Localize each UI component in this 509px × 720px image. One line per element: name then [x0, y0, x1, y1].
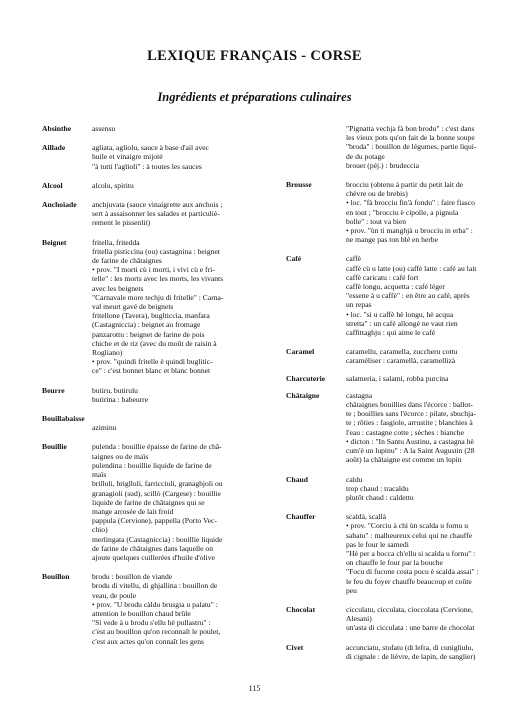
lexicon-entry: [42, 124, 264, 133]
definition-line: de du potage: [346, 151, 385, 161]
lexicon-entry: [286, 347, 481, 365]
definition-line: les vieux pots qu'on fait de la bonne soupe: [346, 133, 475, 143]
entry-definition: [346, 475, 481, 503]
definition-line: huile et vinaigre mijoté: [92, 152, 163, 162]
definition-line: anchjuvata (sauce vinaigrette aux anchois ;: [92, 200, 223, 210]
definition-line: brodu di vitellu, di ghjallina : bouillon de: [92, 581, 218, 591]
definition-line: (Castagniccia) : beignet au fromage: [92, 320, 201, 330]
definition-line: cicculatu, cicculata, cioccolata (Cervione,: [346, 604, 473, 614]
definition-line: trop chaud : tracaldu: [346, 483, 409, 493]
lexicon-entry: [286, 180, 481, 244]
definition-line: pas le four le samedi: [346, 539, 409, 549]
definition-line: "Hè per a bocca ch'ellu si scalda u fornu" :: [346, 548, 476, 558]
definition-line: "Carnavale more techju di fritelle" : Carna-: [92, 292, 224, 302]
lexicon-entry: [42, 238, 264, 376]
definition-line: caldu: [346, 474, 363, 484]
entry-headword: Bouillie: [42, 442, 67, 452]
definition-line: un'asta di cicculata : une barre de chocolat: [346, 623, 475, 633]
definition-line: bolle" : tout va bien: [346, 216, 407, 226]
definition-line: caraméliser : caramellà, caramellizà: [346, 356, 456, 366]
definition-line: scaldà, scallà: [346, 512, 387, 522]
definition-line: sert à assaisonner les salades et particuliè-: [92, 209, 220, 219]
definition-line: assensu: [92, 124, 116, 133]
definition-line: aziminu: [92, 423, 117, 433]
page-title: LEXIQUE FRANÇAIS - CORSE: [147, 48, 362, 64]
definition-line: pappula (Cervione), pappella (Porto Vec-: [92, 516, 217, 526]
lexicon-entry: [286, 512, 481, 595]
definition-line: te ; bouillies sans l'écorce : pilate, sbuchja-: [346, 409, 476, 419]
definition-line: août) la châtaigne est comme un lupin: [346, 455, 462, 465]
entry-headword: Beurre: [42, 385, 65, 395]
page-number: 115: [248, 684, 261, 693]
definition-line: telle" : les morts avec les morts, les vivants: [92, 274, 224, 284]
entry-headword: Anchoïade: [42, 200, 77, 210]
definition-line: avec les beignets: [92, 283, 144, 293]
definition-line: accunciatu, stufatu (di lefra, di cunigliulu,: [346, 642, 474, 652]
definition-line: caffittaghju : qui aime le café: [346, 328, 436, 338]
entry-definition: [346, 124, 481, 170]
definition-line: "Focu di fucone costa pocu è scalda assai" :: [346, 567, 479, 577]
definition-line: liquide de farine de châtaignes qui se: [92, 497, 205, 507]
entry-definition: [92, 386, 264, 404]
lexicon-entry: [42, 143, 264, 171]
definition-line: "essene à u caffè" : en être au café, après: [346, 291, 470, 301]
definition-line: l'eau : castagne cotte ; sèches : bianche: [346, 427, 464, 437]
entry-definition: [42, 423, 264, 432]
definition-line: brocciu (obtenu à partir du petit lait de: [346, 180, 464, 190]
lexicon-entry: [286, 391, 481, 465]
definition-line: fritella pisticcina (ou) castagnina : beignet: [92, 246, 220, 256]
definition-line: te ; rôties : fasgiole, arrustite ; blanchies à: [346, 418, 473, 428]
definition-line: "broda" : bouillon de légumes, partie liqui-: [346, 142, 477, 152]
left-column: [42, 124, 264, 646]
definition-line: • prov. "quindi fritelle è quindi buglitic-: [92, 357, 213, 367]
right-column: [286, 124, 481, 661]
entry-definition: [92, 200, 264, 228]
entry-definition: [92, 442, 264, 562]
definition-line: ne mange pas ton blé en herbe: [346, 235, 438, 245]
definition-line: • dicton : "In Santu Austinu, a castagna hè: [346, 436, 474, 446]
definition-line: di cignale : de lièvre, de lapin, de sanglier): [346, 651, 476, 661]
lexicon-entry: [286, 475, 481, 503]
definition-line: c'est aux actes qu'on connaît les gens: [92, 636, 204, 646]
definition-line: alcolu, spiritu: [92, 180, 134, 190]
entry-headword: Charcuterie: [286, 373, 326, 383]
lexicon-entry: [286, 605, 481, 633]
entry-definition: [346, 180, 481, 244]
definition-line: granagioli (sud), scillò (Cargese) : bouillie: [92, 488, 221, 498]
entry-headword: Bouillon: [42, 572, 70, 582]
entry-headword: Civet: [286, 642, 304, 652]
entry-definition: [92, 181, 264, 190]
definition-line: "à tutti l'aglioli" : à toutes les sauces: [92, 161, 202, 171]
definition-line: brouet (péj.) : brudeccia: [346, 160, 419, 170]
definition-line: • prov. "I morti cù i morti, i vivi cù e fri-: [92, 265, 215, 275]
definition-line: maïs: [92, 470, 107, 480]
entry-definition: [92, 124, 264, 133]
lexicon-entry: [42, 414, 264, 432]
definition-line: • loc. "fà brocciu fin'à fondu" : faire fiasco: [346, 198, 475, 208]
definition-line: on chauffe le four par la bouche: [346, 558, 443, 568]
entry-headword: Café: [286, 254, 302, 264]
definition-line: stretta" : un café allongé ne vaut rien: [346, 318, 458, 328]
definition-line: "Pignatta vechja fà bon brodu" : c'est dans: [346, 124, 475, 133]
definition-line: veau, de poule: [92, 590, 137, 600]
definition-line: brilluli, briglluli, farricciuli, granaghjoli ou: [92, 479, 223, 489]
lexicon-entry: [286, 643, 481, 661]
definition-line: ce" : c'est bonnet blanc et blanc bonnet: [92, 366, 211, 376]
definition-line: • prov. "U brodu càldu brusgia u palatu" :: [92, 599, 218, 609]
entry-headword: Aillade: [42, 143, 66, 153]
definition-line: taignes ou de maïs: [92, 451, 149, 461]
entry-headword: Chaud: [286, 474, 308, 484]
definition-line: Rogliano): [92, 348, 123, 358]
entry-definition: [92, 238, 264, 376]
definition-line: le feu du foyer chauffe beaucoup et coûte peu: [346, 576, 472, 595]
entry-definition: [346, 347, 481, 365]
entry-definition: [346, 391, 481, 465]
definition-line: chèvre ou de brebis): [346, 189, 408, 199]
entry-headword: Chauffer: [286, 512, 316, 522]
entry-headword: Chocolat: [286, 604, 316, 614]
definition-line: caffè caricatu : café fort: [346, 272, 419, 282]
entry-definition: [346, 374, 481, 383]
entry-headword: Beignet: [42, 237, 67, 247]
lexicon-entry: [42, 572, 264, 646]
entry-definition: [346, 605, 481, 633]
lexicon-entry: [42, 200, 264, 228]
definition-line: mange arrosée de lait froid: [92, 506, 174, 516]
definition-line: panzarottu : beignet de farine de pois: [92, 329, 205, 339]
definition-line: caffè: [346, 254, 362, 264]
definition-line: de farine de châtaignes: [92, 256, 162, 266]
definition-line: châtaignes bouillies dans l'écorce : ballot-: [346, 400, 473, 410]
definition-line: butirina : babeurre: [92, 394, 149, 404]
definition-line: rement le pissenlit): [92, 218, 151, 228]
entry-definition: [346, 643, 481, 661]
definition-line: • prov. "ùn ti manghjà u brocciu in erba" :: [346, 226, 473, 236]
lexicon-entry: [42, 386, 264, 404]
lexicon-entry: [286, 254, 481, 337]
definition-line: Alesani): [346, 614, 372, 624]
definition-line: chio): [92, 525, 108, 535]
definition-line: agliata, agliolu, sauce à base d'ail avec: [92, 143, 209, 153]
lexicon-entry: [286, 374, 481, 383]
definition-line: caramellu, caramella, zuccheru cottu: [346, 347, 458, 357]
entry-definition: [92, 572, 264, 646]
lexicon-entry: [286, 124, 481, 170]
definition-line: cum'è un lupinu" : A la Saint Augustin (28: [346, 446, 475, 456]
definition-line: butiru, butirulu: [92, 385, 138, 395]
definition-line: fritella, fritedda: [92, 237, 140, 247]
definition-line: • prov. "Corciu à chì ùn scalda u fornu u: [346, 521, 469, 531]
definition-line: attention le bouillon chaud brûle: [92, 608, 191, 618]
definition-line: "Si vede à u brodu s'ellu hè pullastru" :: [92, 618, 211, 628]
definition-line: brodu : bouillon de viande: [92, 572, 173, 582]
definition-line: castagna: [346, 390, 373, 400]
definition-line: merlingata (Castagniccia) : bouillie liquide: [92, 534, 223, 544]
entry-headword: Caramel: [286, 347, 315, 357]
entry-headword: Châtaigne: [286, 390, 320, 400]
lexicon-entry: [42, 181, 264, 190]
definition-line: salameria, i salami, robba purcina: [346, 373, 449, 383]
definition-line: en tout ; "brocciu è cipolle, a pignula: [346, 207, 459, 217]
definition-line: plutôt chaud : caldettu: [346, 492, 414, 502]
section-subtitle: Ingrédients et préparations culinaires: [157, 90, 352, 104]
definition-line: fritellone (Tavera), buglticcia, manfara: [92, 311, 210, 321]
entry-headword: Bouillabaisse: [42, 414, 85, 424]
definition-line: sabatu" : malheureux celui qui ne chauffe: [346, 530, 473, 540]
definition-line: un repas: [346, 300, 372, 310]
entry-definition: [92, 143, 264, 171]
entry-headword: Absinthe: [42, 124, 72, 133]
definition-line: val meurt gavé de beignets: [92, 302, 174, 312]
entry-definition: [346, 512, 481, 595]
definition-line: caffè longu, acquetta : café léger: [346, 282, 445, 292]
lexicon-entry: [42, 442, 264, 562]
definition-line: pulenda : bouillie épaisse de farine de châ-: [92, 442, 222, 452]
entry-headword: Alcool: [42, 180, 63, 190]
definition-line: caffè cù u latte (ou) caffè latte : café au lait: [346, 263, 477, 273]
entry-definition: [346, 254, 481, 337]
definition-line: pulendina : bouillie liquide de farine de: [92, 460, 212, 470]
entry-headword: Brousse: [286, 180, 312, 190]
entry-headword: [286, 124, 346, 170]
definition-line: • loc. "si u caffè hè longu, hè acqua: [346, 309, 454, 319]
definition-line: ajoute quelques cuillerées d'huile d'olive: [92, 552, 215, 562]
definition-line: chiche et de riz (avec du moût de raisin à: [92, 338, 217, 348]
definition-line: c'est au bouillon qu'on reconnaît le poulet,: [92, 627, 221, 637]
definition-line: de farine de châtaignes dans laquelle on: [92, 543, 214, 553]
